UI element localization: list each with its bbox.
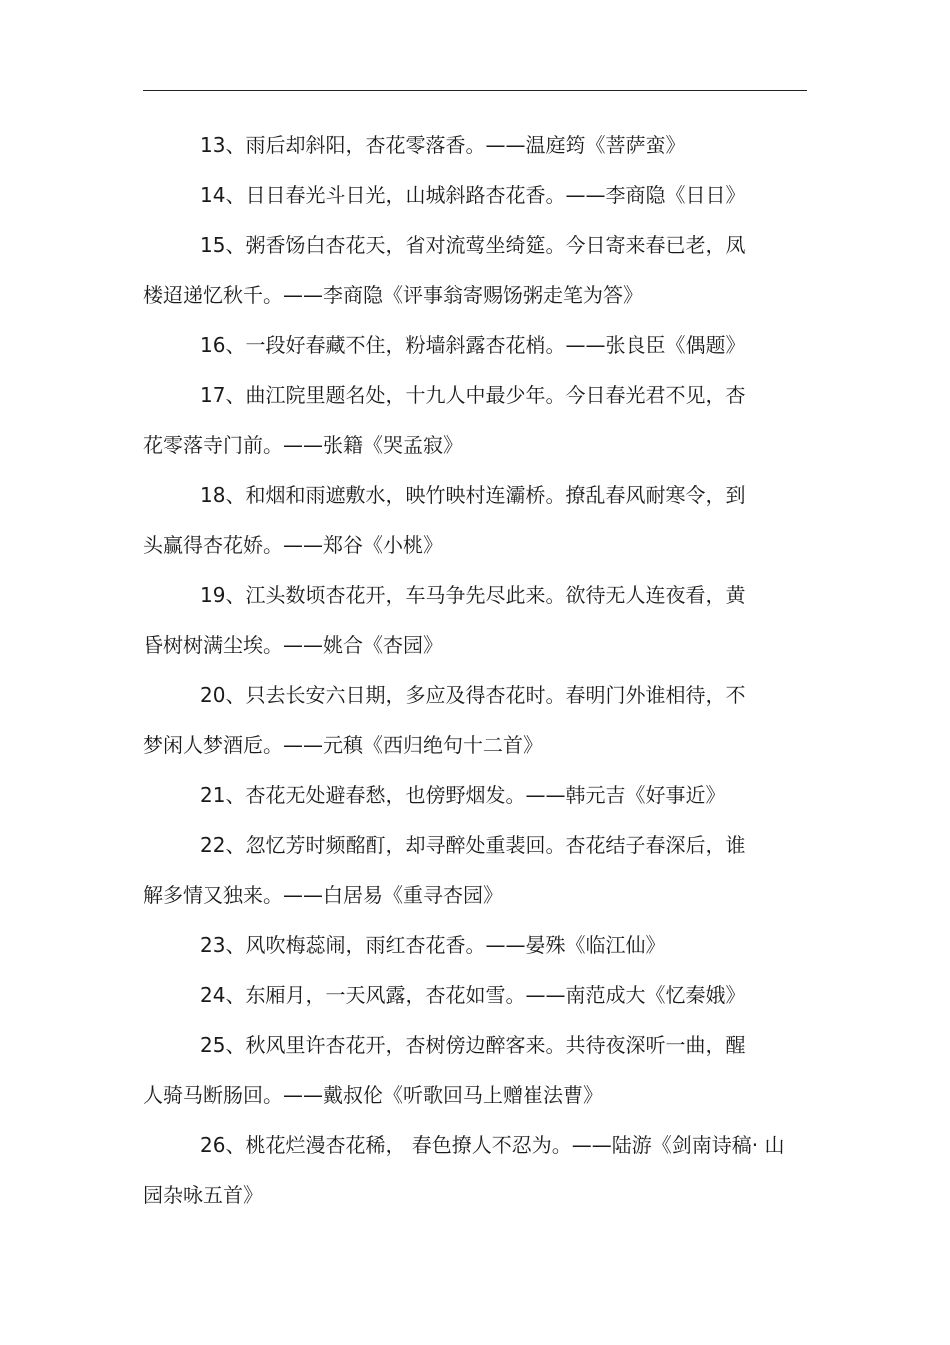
- poem-line: 24、东厢月，一天风露，杏花如雪。——南范成大《忆秦娥》: [200, 983, 746, 1007]
- poem-line: 16、一段好春藏不住，粉墙斜露杏花梢。——张良臣《偶题》: [200, 333, 746, 357]
- poem-line-continuation: 头赢得杏花娇。——郑谷《小桃》: [143, 533, 443, 557]
- poem-line-continuation: 昏树树满尘埃。——姚合《杏园》: [143, 633, 443, 657]
- poem-line: 14、日日春光斗日光，山城斜路杏花香。——李商隐《日日》: [200, 183, 746, 207]
- poem-line: 18、和烟和雨遮敷水，映竹映村连灞桥。撩乱春风耐寒令，到: [200, 483, 746, 507]
- poem-line-continuation: 园杂咏五首》: [143, 1183, 263, 1207]
- poem-line: 21、杏花无处避春愁，也傍野烟发。——韩元吉《好事近》: [200, 783, 726, 807]
- poem-line: 25、秋风里许杏花开，杏树傍边醉客来。共待夜深听一曲，醒: [200, 1033, 746, 1057]
- poem-line-continuation: 解多情又独来。——白居易《重寻杏园》: [143, 883, 503, 907]
- poem-line: 15、粥香饧白杏花天，省对流莺坐绮筵。今日寄来春已老，凤: [200, 233, 746, 257]
- poem-line: 13、雨后却斜阳，杏花零落香。——温庭筠《菩萨蛮》: [200, 133, 686, 157]
- poem-line-continuation: 人骑马断肠回。——戴叔伦《听歌回马上赠崔法曹》: [143, 1083, 603, 1107]
- poem-line: 26、桃花烂漫杏花稀， 春色撩人不忍为。——陆游《剑南诗稿· 山: [200, 1133, 785, 1157]
- poem-line: 23、风吹梅蕊闹，雨红杏花香。——晏殊《临江仙》: [200, 933, 666, 957]
- poem-line-continuation: 梦闲人梦酒卮。——元稹《西归绝句十二首》: [143, 733, 543, 757]
- poem-line: 17、曲江院里题名处，十九人中最少年。今日春光君不见，杏: [200, 383, 746, 407]
- poem-line-continuation: 楼迢递忆秋千。——李商隐《评事翁寄赐饧粥走笔为答》: [143, 283, 643, 307]
- poem-line: 22、忽忆芳时频酩酊，却寻醉处重裴回。杏花结子春深后，谁: [200, 833, 746, 857]
- poem-line-continuation: 花零落寺门前。——张籍《哭孟寂》: [143, 433, 463, 457]
- header-rule: [143, 90, 807, 91]
- poem-line: 19、江头数顷杏花开，车马争先尽此来。欲待无人连夜看，黄: [200, 583, 746, 607]
- poem-line: 20、只去长安六日期，多应及得杏花时。春明门外谁相待，不: [200, 683, 746, 707]
